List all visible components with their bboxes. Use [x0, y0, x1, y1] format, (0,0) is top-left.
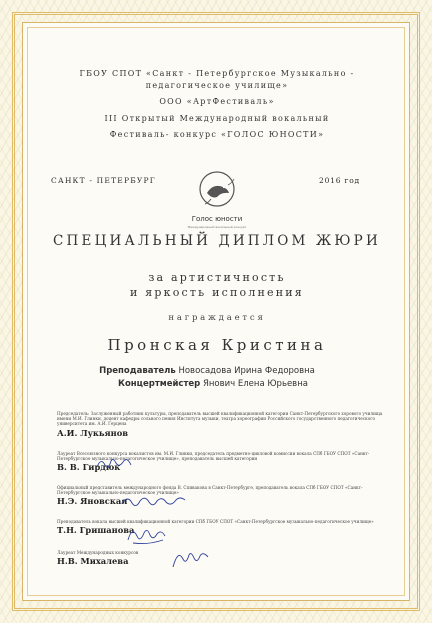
- festival-line-1: III Открытый Международный вокальный: [104, 114, 330, 123]
- accompanist-name: Янович Елена Юрьевна: [202, 379, 308, 389]
- signature-girdyuk: [93, 455, 143, 473]
- teacher-label: Преподаватель: [99, 366, 176, 376]
- jury-description: Лауреат Всесоюзного конкурса вокалистов им. М.И. Глинки, председатель предметно-цикловой комиссии вокала СПб ГБОУ СПОТ «Санкт-Петербургское музыкально-педагогическое училище», преподаватель высшей категории: [57, 451, 370, 462]
- jury-name: Н.В. Михалева: [57, 556, 129, 567]
- teacher-line: [13, 366, 401, 376]
- accompanist-line: [19, 379, 407, 389]
- organizer-line-1: ГБОУ СПОТ «Санкт - Петербургское Музыкально -: [79, 69, 355, 78]
- city: САНКТ - ПЕТЕРБУРГ: [51, 176, 156, 185]
- year: 2016 год: [319, 176, 360, 185]
- diploma-panel: [22, 22, 410, 601]
- awarded-text: награждается: [168, 313, 266, 323]
- diploma-title: СПЕЦИАЛЬНЫЙ ДИПЛОМ ЖЮРИ: [53, 233, 381, 249]
- jury-member-5: [57, 550, 387, 566]
- recipient-name: Пронская Кристина: [107, 336, 327, 354]
- organizer-line-2: педагогическое училище»: [145, 81, 289, 90]
- jury-description: Лауреат Международных конкурсов: [57, 550, 139, 555]
- jury-name: Т.Н. Гришанова: [57, 525, 135, 536]
- festival-line-2: Фестиваль- конкурс «ГОЛОС ЮНОСТИ»: [109, 130, 325, 139]
- jury-member-3: [57, 485, 387, 506]
- accompanist-label: Концертмейстер: [118, 379, 201, 389]
- reason-line-2: и яркость исполнения: [130, 286, 304, 299]
- festival-logo: [187, 165, 247, 235]
- signature-yanovskaya: [119, 493, 189, 509]
- jury-member-1: [57, 411, 387, 438]
- jury-description: Официальный представитель международного фонда В. Спивакова в Санкт-Петербурге, преподаватель вокала СПб ГБОУ СПОТ «Санкт-Петербургское музыкально-педагогическое училище»: [57, 485, 363, 496]
- teacher-name: Новосадова Ирина Федоровна: [178, 366, 315, 376]
- organizer-line-3: ООО «АртФестиваль»: [159, 97, 275, 106]
- jury-name: А.И. Лукьянов: [57, 427, 129, 438]
- jury-member-4: [57, 519, 387, 535]
- jury-name: Н.Э. Яновская: [57, 496, 128, 507]
- logo-subtitle: Международный вокальный конкурс: [187, 225, 247, 229]
- reason-line-1: за артистичность: [148, 271, 286, 284]
- jury-description: Преподаватель вокала высшей квалификационной категории СПб ГБОУ СПОТ «Санкт-Петербургское музыкально-педагогическое училище»: [57, 519, 374, 524]
- jury-description: Председатель: Заслуженный работник культуры, преподаватель высшей квалификационной категории Санкт-Петербургского хорового училища имени М.И. Глинки, доцент кафедры сольного пения Института музыки, театра хореографии Российского государственного педагогического университета им. А.И. Герцена: [57, 411, 383, 427]
- signature-grishanova: [123, 525, 173, 547]
- inner-border: [27, 27, 405, 596]
- logo-caption: Голос юности: [191, 215, 243, 223]
- signature-mikhaleva: [169, 547, 213, 571]
- bird-icon: [187, 165, 247, 215]
- jury-name: В. В. Гирдюк: [57, 462, 121, 473]
